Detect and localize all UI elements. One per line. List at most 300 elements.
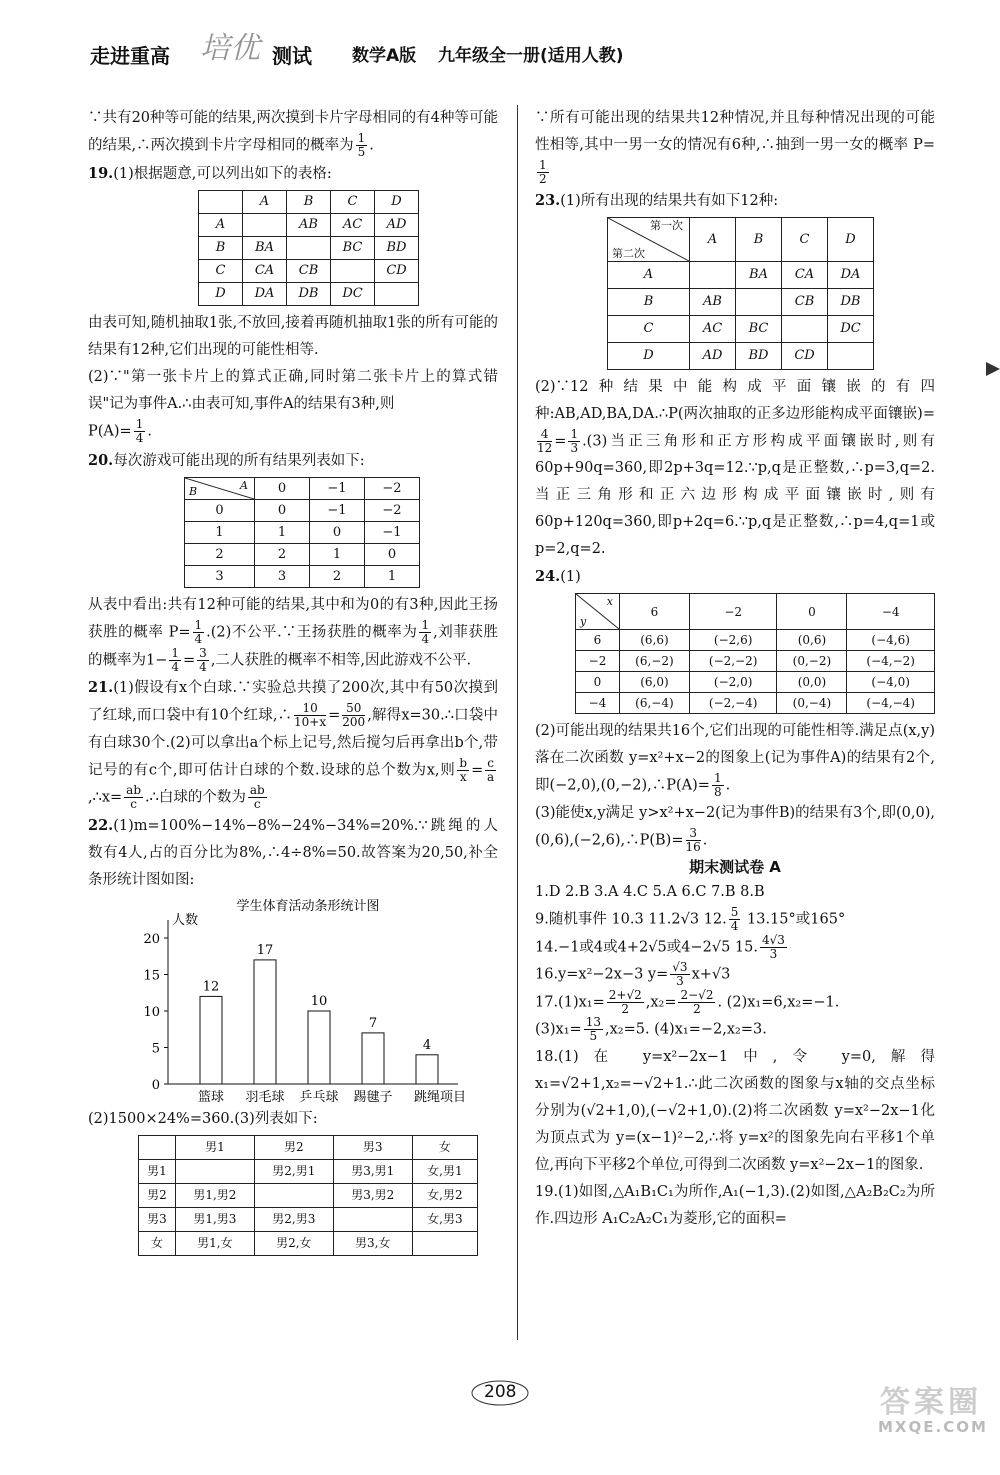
x-axis-label: 项目 [440,1089,467,1105]
table-row [199,282,419,305]
denominator: 12 [537,440,553,455]
bar-chart [138,896,478,1106]
table-header: D [828,217,874,261]
text: ∵所有可能出现的结果共12种情况,并且每种情况出现的可能性相等,其中一男一女的情况有6种,∴抽到一男一女的概率 P= [535,110,935,153]
table-cell [287,236,331,259]
fraction [678,989,715,1016]
text: = [554,433,567,449]
numerator: c [487,755,494,770]
bar [416,1054,438,1083]
pairing-table [138,1135,478,1256]
table-cell: C [331,190,375,213]
table-cell: CA [243,259,287,282]
table-cell: (0,−2) [777,651,847,672]
numerator: 1 [194,618,203,632]
text: (1)根据题意,可以列出如下的表格: [113,165,332,182]
table-cell: 男1,男3 [175,1207,254,1231]
text: . [369,137,374,154]
table-cell: 男2 [139,1183,176,1207]
text: . [147,423,152,439]
question-number: 22. [88,816,114,834]
answer-22-tail [535,105,935,187]
text: (1)所有出现的结果共有如下12种: [560,192,779,209]
fraction [537,428,552,455]
sum-table [184,477,420,588]
table-header: A [690,217,736,261]
watermark-logo: 答案圈 [880,1385,982,1420]
denominator: 16 [685,839,701,854]
text: 9.随机事件 10.3 11.2√3 12. [535,911,727,928]
watermark-url: MXQE.COM [878,1418,988,1436]
table-cell: A [608,261,690,288]
denominator: 3 [676,974,684,988]
text: ,x₂= [645,994,677,1010]
fraction [419,619,431,646]
fraction [197,647,209,674]
table-header [139,1135,176,1159]
table-cell: DA [243,282,287,305]
table-cell: (6,6) [620,630,690,651]
table-cell: BC [331,236,375,259]
category-label: 羽毛球 [245,1089,285,1105]
table-cell: 1 [365,566,420,588]
table-cell: 男3,男1 [333,1159,412,1183]
table-cell: (6,0) [620,672,690,693]
table-header: −4 [847,594,935,630]
table-row [185,522,420,544]
table-cell: (0,−4) [777,693,847,714]
bar-value-label: 7 [368,1015,378,1031]
fraction [712,772,724,799]
table-cell: A [199,213,243,236]
table-cell: DC [331,282,375,305]
numerator: ab [249,783,265,797]
answer-line: 18.(1)在 y=x²−2x−1中,令 y=0,解得 x₁=√2+1,x₂=−√2+1.∴此二次函数的图象与x轴的交点坐标分别为(√2+1,0),(−√2+1,0).(2)将二次函数 y=x²−2x−1化为顶点式为 y=(x−1)²−2,∴将 y=x²的图象先向右平移1个单位,再向下平移2个单位,可得到二次函数 y=x²−2x−1的图象. [535,1048,935,1173]
numerator: 1 [171,645,180,660]
fraction [169,647,181,674]
answer-18-tail [88,105,498,160]
table-cell: 男3,男2 [333,1183,412,1207]
table-header: 0 [777,594,847,630]
denominator: 4 [194,632,203,646]
table-cell: DA [828,261,874,288]
table-row [199,213,419,236]
answer-24 [535,563,935,591]
text: = [471,762,484,778]
fraction [342,702,365,729]
table-cell: 0 [185,500,255,522]
answer-24-part3 [535,800,935,855]
table-row [139,1231,478,1255]
table-cell: CD [375,259,419,282]
table-cell: −1 [310,500,365,522]
table-cell: DB [828,288,874,315]
test-label: 测试 [272,44,312,68]
text: ,x₂=5. (4)x₁=−2,x₂=3. [604,1021,767,1038]
chart-title: 学生体育活动条形统计图 [236,898,380,914]
text: P(A)= [88,423,132,439]
table-cell: 1 [310,544,365,566]
table-header: C [782,217,828,261]
table-cell: 男1,男2 [175,1183,254,1207]
table-cell: 男2,男3 [254,1207,333,1231]
bar [254,959,276,1083]
text: . [702,832,708,848]
text: ∵共有20种等可能的结果,两次摸到卡片字母相同的有4种等可能的结果,∴两次摸到卡片字母相同的概率为 [88,110,498,154]
category-label: 踢毽子 [353,1089,393,1105]
denominator: a [487,769,495,784]
text: = [328,707,341,724]
fraction [729,906,741,933]
text: (3)能使x,y满足 y>x²+x−2(记为事件B)的结果有3个,即(0,0),(0,6),(−2,6),∴P(B)= [535,804,935,848]
col-label: A [240,479,248,492]
table-row [199,190,419,213]
fraction [294,702,326,729]
y-tick-label: 20 [143,931,160,947]
question-number: 23. [535,191,561,209]
text: 13.15°或165° [742,911,846,928]
table-cell: B [608,288,690,315]
numerator: 3 [199,645,207,660]
text: (1) [560,569,581,585]
fraction [248,784,267,811]
answer-line [535,934,935,962]
table-cell: DC [828,315,874,342]
table-row [576,672,935,693]
table-cell: C [608,315,690,342]
table-header: 0 [255,478,310,500]
text: . (2)x₁=6,x₂=−1. [717,994,840,1010]
table-cell: (6,−2) [620,651,690,672]
bar [308,1011,330,1084]
fraction [686,827,701,854]
denominator: c [130,797,137,811]
table-cell [243,213,287,236]
table-cell: 女,男1 [412,1159,477,1183]
table-cell: 男1 [139,1159,176,1183]
question-number: 20. [88,452,114,469]
bar-chart-svg [138,896,478,1106]
series-logo: 培优 [200,31,260,66]
table-cell: 2 [310,566,365,588]
table-cell [375,282,419,305]
denominator: 4 [135,430,144,445]
table-cell [333,1207,412,1231]
table-row [608,261,874,288]
table-cell: BD [736,342,782,369]
fraction [356,132,368,159]
row-label: B [189,485,198,498]
left-column [88,105,498,1256]
answer-24-part2 [535,718,935,800]
table-cell: 0 [576,672,620,693]
table-cell: 男1,女 [175,1231,254,1255]
fraction [537,159,549,186]
col-label: 第一次 [650,218,683,232]
numerator: 5 [730,905,739,919]
fraction [134,418,146,445]
col-label: x [606,595,613,608]
table-row [185,544,420,566]
table-cell: (0,0) [777,672,847,693]
numerator: 4 [537,428,552,442]
table-cell: 男2,男1 [254,1159,333,1183]
table-cell: A [243,190,287,213]
table-cell: 0 [310,522,365,544]
table-header: −1 [310,478,365,500]
table-row [576,630,935,651]
table-row [185,566,420,588]
column-divider [517,105,518,1340]
y-axis-label: 人数 [172,912,199,928]
text: (3)x₁= [535,1021,582,1038]
denominator: c [253,797,261,811]
table-cell: (−4,−2) [847,651,935,672]
table-row [576,651,935,672]
y-tick-label: 15 [143,968,160,983]
page-number [470,1378,550,1408]
text: 由表可知,随机抽取1张,不放回,接着再随机抽取1张的所有可能的结果有12种,它们出现的可能性相等. [88,314,498,358]
table-cell: CB [782,288,828,315]
denominator: 4 [730,919,739,933]
diagonal-header-cell [576,594,620,630]
table-cell: BC [736,315,782,342]
table-cell: C [199,259,243,282]
numerator: 13 [585,1015,601,1029]
table-cell [254,1183,333,1207]
text: (2)1500×24%=360.(3)列表如下: [88,1110,318,1127]
table-cell [736,288,782,315]
table-cell [175,1159,254,1183]
coordinate-table [575,593,935,714]
text: x+√3 [691,966,731,983]
table-row [608,288,874,315]
numerator: 1 [421,618,430,632]
table-cell: 女,男2 [412,1183,477,1207]
table-cell: (−4,−4) [847,693,935,714]
text: .(2)不公平.∵王扬获胜的概率为 [206,624,418,641]
card-table [198,190,419,306]
fraction [124,784,143,811]
text: = [183,652,196,668]
page-number-text: 208 [484,1382,517,1402]
denominator: 2 [693,1001,701,1016]
table-cell: BA [243,236,287,259]
table-cell: (0,6) [777,630,847,651]
table-cell: (−2,6) [689,630,777,651]
table-header: 男2 [254,1135,333,1159]
table-cell: −1 [365,522,420,544]
row-label: 第二次 [612,246,645,260]
text: ,二人获胜的概率不相等,因此游戏不公平. [210,652,472,668]
denominator: 8 [713,785,722,799]
table-cell: 2 [185,544,255,566]
table-cell: CA [782,261,828,288]
table-cell: AC [331,213,375,236]
text: ,∴x= [88,789,123,806]
bar-value-label: 12 [202,978,220,994]
grade-label: 九年级全一册(适用人教) [438,46,624,66]
table-cell: (−2,−4) [689,693,777,714]
y-tick-label: 10 [143,1004,160,1020]
answer-23-text [535,374,935,564]
table-header: 男1 [175,1135,254,1159]
answer-line [535,961,935,989]
denominator: 2 [539,172,547,186]
table-row [139,1159,478,1183]
text: ,刘菲获胜的概率为1− [88,624,499,668]
table-cell: AC [690,315,736,342]
answer-line: 1.D 2.B 3.A 4.C 5.A 6.C 7.B 8.B [535,884,765,900]
fraction [607,989,644,1016]
table-row [185,500,420,522]
text: .(3)当正三角形和正方形构成平面镶嵌时,则有60p+90q=360,即2p+3q=12.∵p,q是正整数,∴p=3,q=2.当正三角形和正六边形构成平面镶嵌时,则有60p+120q=360,即p+2q=6.∵p,q是正整数,∴p=4,q=1或p=2,q=2. [535,433,935,557]
table-cell: AB [287,213,331,236]
fraction [760,934,787,961]
table-row [139,1135,478,1159]
table-row [139,1207,478,1231]
denominator: 5 [357,145,366,159]
table-cell: −2 [365,500,420,522]
answer-19 [88,160,498,188]
fraction [457,757,469,784]
tiling-table [607,217,874,370]
table-cell: 0 [255,500,310,522]
table-cell: BD [375,236,419,259]
answer-line [535,1016,935,1044]
table-cell: 男3 [139,1207,176,1231]
denominator: 5 [589,1029,598,1043]
denominator: 2 [621,1001,630,1016]
table-row [576,693,935,714]
denominator: 3 [769,946,778,961]
text: 每次游戏可能出现的所有结果列表如下: [113,453,365,469]
text: 17.(1)x₁= [535,994,605,1010]
category-label: 篮球 [197,1089,225,1105]
table-header: 男3 [333,1135,412,1159]
fraction [193,619,205,646]
subject-label: 数学A版 [352,46,417,66]
table-cell: 6 [576,630,620,651]
table-cell: D [199,282,243,305]
table-cell: D [608,342,690,369]
table-cell [331,259,375,282]
bar [362,1032,384,1083]
answer-20 [88,447,498,475]
table-cell: −2 [576,651,620,672]
fraction [670,961,689,988]
table-row [199,259,419,282]
text: 16.y=x²−2x−3 y= [535,966,669,983]
denominator: 4 [199,659,207,674]
table-cell: CD [782,342,828,369]
probability-line [88,418,498,446]
table-cell: 女 [139,1231,176,1255]
text: . [725,777,731,794]
bar-value-label: 10 [310,993,328,1009]
table-cell: 男3,女 [333,1231,412,1255]
category-label: 跳绳 [413,1089,441,1105]
numerator: 4√3 [761,932,785,947]
denominator: 4 [171,659,180,674]
diagonal-header-cell [608,217,690,261]
answer-line [535,906,935,934]
section-heading: 期末测试卷 A [689,858,781,876]
fraction [568,428,580,455]
table-row [139,1183,478,1207]
answer-22 [88,812,498,894]
question-number: 24. [535,568,561,585]
table-cell: 3 [185,566,255,588]
text: (1)假设有x个白球.∵实验总共摸了200次,其中有50次摸到了红球,而口袋中有10个红球,∴ [88,680,498,724]
numerator: √3 [672,960,688,974]
answer-20-text [88,592,498,674]
numerator: 1 [357,131,366,145]
table-cell: DB [287,282,331,305]
table-cell: 3 [255,566,310,588]
numerator: 10 [294,702,326,716]
text: 从表中看出:共有12种可能的结果,其中和为0的有3种,因此王扬获胜的概率 P= [88,597,498,641]
table-cell: CB [287,259,331,282]
page-header [90,31,710,78]
denominator: 4 [421,632,430,646]
answer-line [535,989,935,1017]
table-cell: AB [690,288,736,315]
table-cell [412,1231,477,1255]
table-cell: (−2,−2) [689,651,777,672]
table-cell [690,261,736,288]
answer-23 [535,187,935,215]
denominator: x [459,769,467,784]
table-cell [828,342,874,369]
numerator: 1 [570,426,579,441]
text: (2)∵"第一张卡片上的算式正确,同时第二张卡片上的算式错误"记为事件A.∴由表可知,事件A的结果有3种,则 [88,368,498,412]
text: (1)m=100%−14%−8%−24%−34%=20%.∵跳绳的人数有4人,占的百分比为8%,∴4÷8%=50.故答案为20,50,补全条形统计图如图: [88,817,498,888]
fraction [485,757,496,784]
y-tick-label: 0 [151,1077,160,1093]
table-row [608,342,874,369]
table-cell: 女,男3 [412,1207,477,1231]
bar [200,996,222,1084]
numerator: ab [126,783,142,797]
table-cell: −4 [576,693,620,714]
edge-marker-icon [986,362,1000,376]
table-cell: 0 [365,544,420,566]
category-label: 乒乓球 [299,1089,339,1105]
denominator: 3 [570,440,579,455]
table-header: 女 [412,1135,477,1159]
table-cell: D [375,190,419,213]
numerator: 50 [342,702,365,716]
table-cell: B [199,236,243,259]
table-cell [782,315,828,342]
answer-line: 19.(1)如图,△A₁B₁C₁为所作,A₁(−1,3).(2)如图,△A₂B₂C₂为所作.四边形 A₁C₂A₂C₁为菱形,它的面积= [535,1183,935,1227]
table-cell: (−2,0) [689,672,777,693]
bar-value-label: 17 [256,942,274,958]
table-cell: AD [690,342,736,369]
numerator: 3 [686,827,701,841]
table-cell [199,190,243,213]
table-cell: (−4,0) [847,672,935,693]
right-column [535,105,935,1233]
question-number: 21. [88,679,114,696]
numerator: 1 [713,771,722,785]
text: (2)∵12种结果中能构成平面镶嵌的有四种:AB,AD,BA,DA.∴P(两次抽取的正多边形能构成平面镶嵌)= [535,378,935,422]
table-row [199,236,419,259]
numerator: 1 [539,158,547,172]
table-header: 6 [620,594,690,630]
table-row [608,315,874,342]
